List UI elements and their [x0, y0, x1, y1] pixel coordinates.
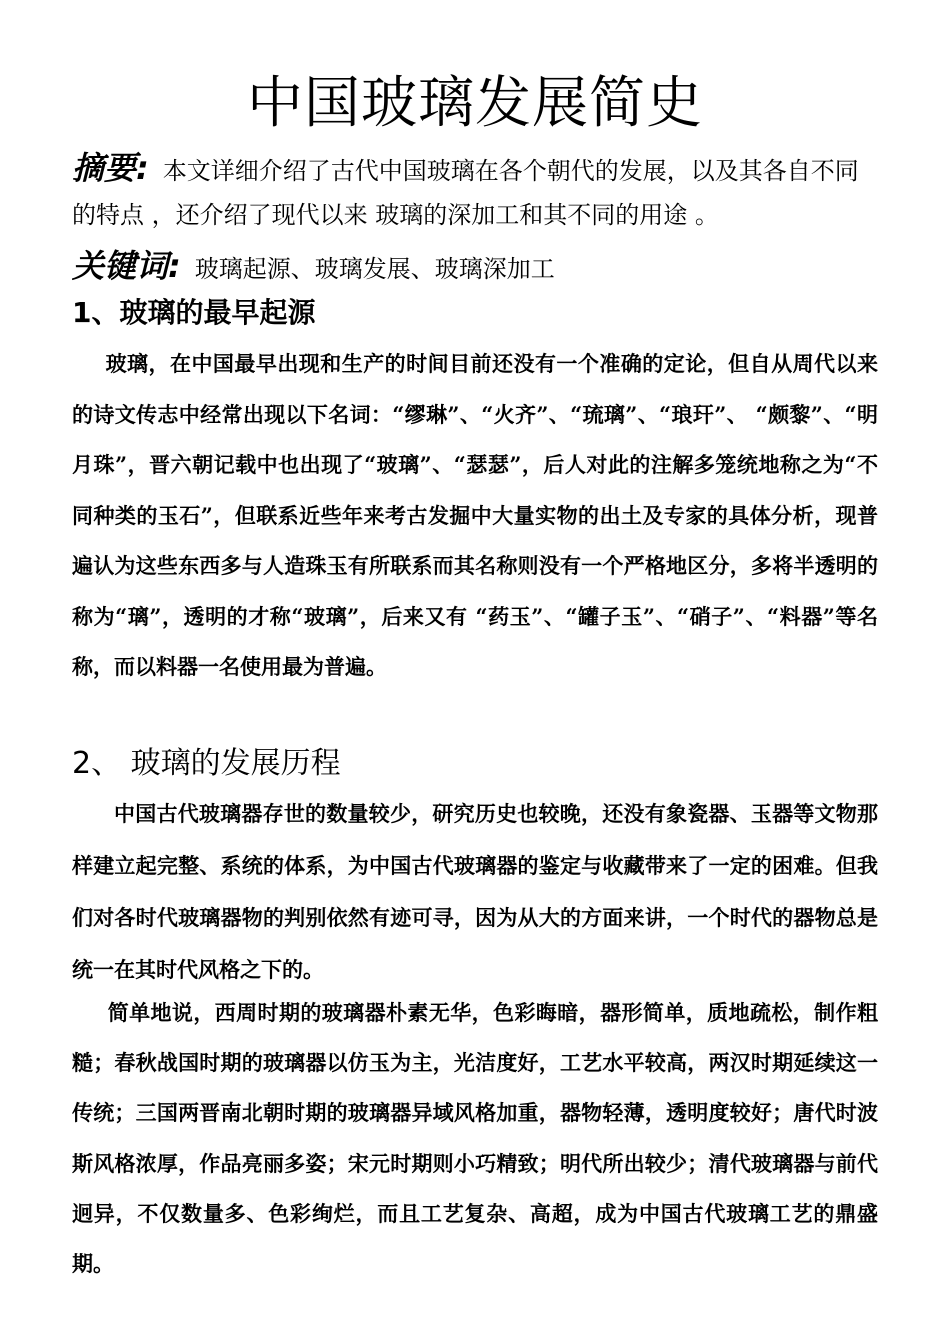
abstract-label: 摘要: — [72, 149, 149, 187]
paragraph-development-2: 简单地说，西周时期的玻璃器朴素无华，色彩晦暗，器形简单，质地疏松，制作粗糙；春秋战国时期的玻璃器以仿玉为主，光洁度好，工艺水平较高，两汉时期延续这一传统；三国两晋南北朝时期的玻璃器异域风格加重，器物轻薄，透明度较好；唐代时波斯风格浓厚，作品亮丽多姿；宋元时期则小巧精致；明代所出较少；清代玻璃器与前代迥异，不仅数量多、色彩绚烂，而且工艺复杂、高超，成为中国古代玻璃工艺的鼎盛期。 — [72, 1000, 878, 1277]
section-heading-origin: 1、玻璃的最早起源 — [72, 296, 316, 329]
keywords — [72, 244, 882, 291]
document-title: 中国玻璃发展简史 — [247, 71, 703, 136]
section-heading-development: 2、 玻璃的发展历程 — [72, 746, 341, 781]
keywords-text: 玻璃起源、玻璃发展、玻璃深加工 — [194, 255, 555, 283]
keywords-label: 关键词: — [72, 247, 181, 285]
abstract — [72, 146, 882, 237]
paragraph-origin: 玻璃，在中国最早出现和生产的时间目前还没有一个准确的定论，但自从周代以来的诗文传志中经常出现以下名词：“缪琳”、“火齐”、“琉璃”、“琅玕”、 “颇黎”、“明月珠”，晋六朝记载中也出现了“玻璃”、“瑟瑟”，后人对此的注解多笼统地称之为“不同种类的玉石”，但联系近些年来考古发掘中大量实物的出土及专家的具体分析，现普遍认为这些东西多与人造珠玉有所联系而其名称则没有一个严格地区分，多将半透明的称为“璃”，透明的才称“玻璃”，后来又有 “药玉”、“罐子玉”、“硝子”、“料器”等名称，而以料器一名使用最为普遍。 — [72, 351, 878, 679]
abstract-text: 本文详细介绍了古代中国玻璃在各个朝代的发展，以及其各自不同的特点 ，还介绍了现代以来 玻璃的深加工和其不同的用途 。 — [72, 157, 859, 229]
paragraph-development-1: 中国古代玻璃器存世的数量较少，研究历史也较晚，还没有象瓷器、玉器等文物那样建立起完整、系统的体系，为中国古代玻璃器的鉴定与收藏带来了一定的困难。但我们对各时代玻璃器物的判别依然有迹可寻，因为从大的方面来讲，一个时代的器物总是统一在其时代风格之下的。 — [72, 801, 878, 982]
